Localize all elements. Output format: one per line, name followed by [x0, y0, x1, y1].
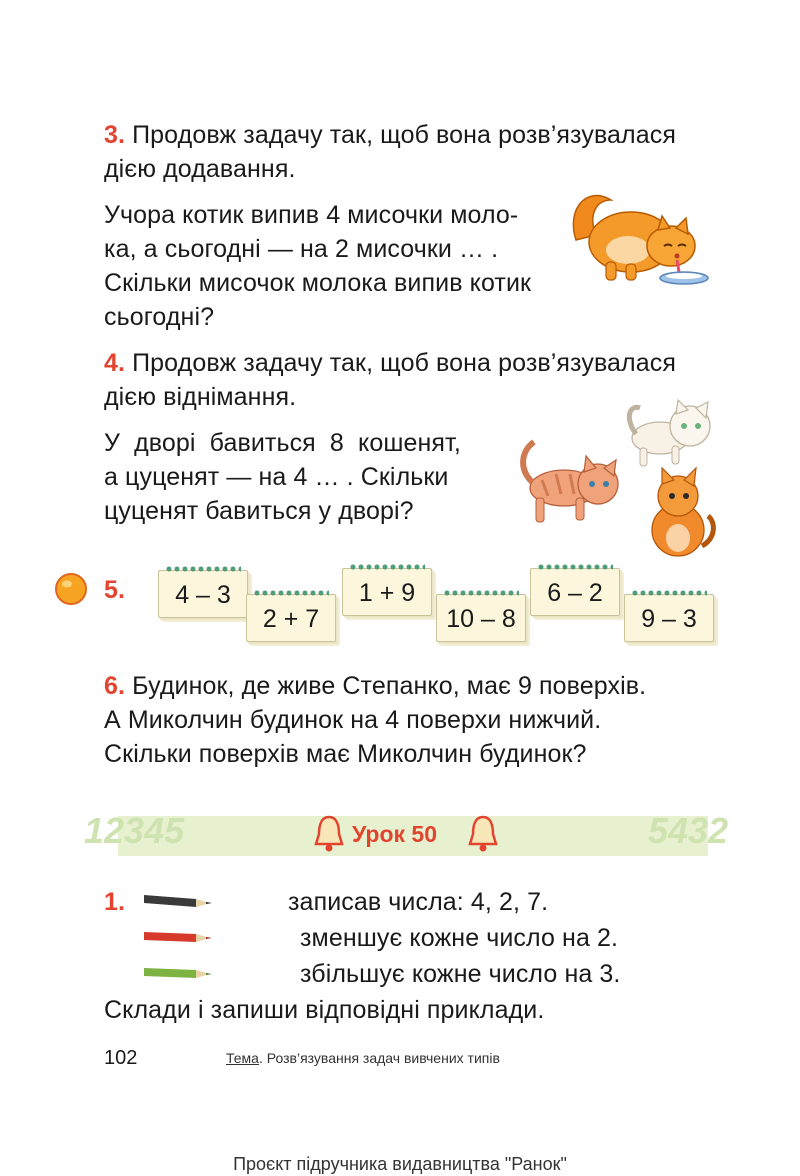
- kittens-illustration: [512, 398, 722, 563]
- expression-card: [342, 568, 432, 616]
- task-3-line-2: дією додавання.: [104, 155, 296, 183]
- expression-text: 1 + 9: [358, 579, 416, 607]
- card-rings: [631, 588, 707, 598]
- card-rings: [165, 564, 241, 574]
- topic-note: [226, 1050, 500, 1066]
- expression-card: [530, 568, 620, 616]
- page-number: 102: [104, 1047, 138, 1069]
- expression-text: 4 – 3: [175, 581, 231, 609]
- expression-card: [246, 594, 336, 642]
- task-6-line-1: 6. Будинок, де живе Степанко, має 9 поверхів.: [104, 672, 647, 700]
- task-3-problem-line: Учора котик випив 4 мисочки моло-: [104, 201, 519, 229]
- task-4-problem-line: а цуценят — на 4 … . Скільки: [104, 463, 449, 491]
- task-3-problem-line: Скільки мисочок молока випив котик: [104, 269, 532, 297]
- task-5-number: 5.: [104, 576, 126, 604]
- task-4-line-1: 4. Продовж задачу так, щоб вона розв’язувалася: [104, 349, 676, 377]
- card-rings: [349, 562, 425, 572]
- task-3-number: 3.: [104, 121, 126, 149]
- pencil-row-text: збільшує кожне число на 3.: [300, 960, 621, 988]
- bell-icon: [466, 814, 500, 854]
- task-4-problem-line: цуценят бавиться у дворі?: [104, 497, 414, 525]
- task-4-number: 4.: [104, 349, 126, 377]
- pencil-row-text: записав числа: 4, 2, 7.: [288, 888, 549, 916]
- lesson-task-1-number: 1.: [104, 888, 126, 916]
- pencil-icon: [142, 891, 216, 913]
- bell-icon: [312, 814, 346, 854]
- pencil-row-text: зменшує кожне число на 2.: [300, 924, 619, 952]
- card-rings: [443, 588, 519, 598]
- card-rings: [253, 588, 329, 598]
- task-3-problem-line: ка, а сьогодні — на 2 мисочки … .: [104, 235, 499, 263]
- task-4-problem-line: У дворі бавиться 8 кошенят,: [104, 429, 461, 457]
- expression-text: 6 – 2: [547, 579, 603, 607]
- orange-circle-icon: [54, 572, 88, 606]
- expression-card: [624, 594, 714, 642]
- task-6-line: Скільки поверхів має Миколчин будинок?: [104, 740, 587, 768]
- banner-deco-numbers-left: 12345: [84, 810, 185, 851]
- task-3-problem-line: сьогодні?: [104, 303, 215, 331]
- task-3-line-1: 3. Продовж задачу так, щоб вона розв’язувалася: [104, 121, 676, 149]
- task-4-line-2: дією віднімання.: [104, 383, 297, 411]
- pencil-icon: [142, 963, 216, 985]
- expression-card: [158, 570, 248, 618]
- topic-label: Тема: [226, 1050, 259, 1066]
- lesson-title: Урок 50: [352, 821, 438, 847]
- expression-text: 10 – 8: [446, 605, 516, 633]
- publisher-note: Проєкт підручника видавництва "Ранок": [233, 1154, 567, 1174]
- expression-card: [436, 594, 526, 642]
- card-rings: [537, 562, 613, 572]
- expression-text: 9 – 3: [641, 605, 697, 633]
- lesson-task-1-instruction: Склади і запиши відповідні приклади.: [104, 996, 545, 1024]
- banner-deco-numbers-right: 5432: [648, 810, 729, 851]
- pencil-icon: [142, 927, 216, 949]
- cat-drinking-milk-illustration: [566, 180, 716, 290]
- topic-text: . Розв’язування задач вивчених типів: [258, 1050, 500, 1066]
- task-6-number: 6.: [104, 672, 126, 700]
- task-6-line: А Миколчин будинок на 4 поверхи нижчий.: [104, 706, 602, 734]
- expression-text: 2 + 7: [262, 605, 320, 633]
